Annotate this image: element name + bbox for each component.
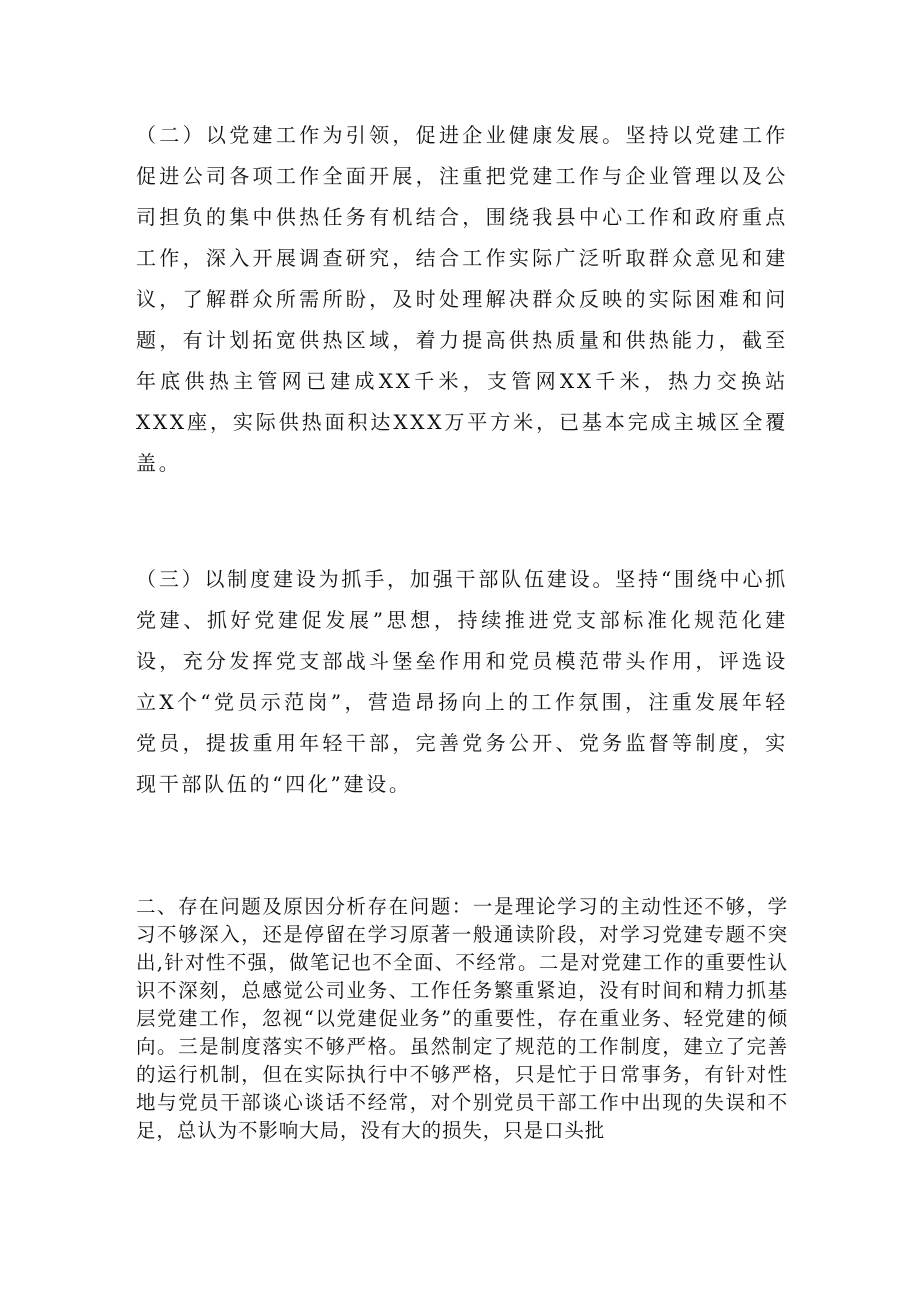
paragraph-party-building-leadership: （二）以党建工作为引领，促进企业健康发展。坚持以党建工作促进公司各项工作全面开展，注重把党建工作与企业管理以及公司担负的集中供热任务有机结合，围绕我县中心工作和政府重点工作，深入开展调查研究，结合工作实际广泛听取群众意见和建议，了解群众所需所盼，及时处理解决群众反映的实际困难和问题，有计划拓宽供热区域，着力提高供热质量和供热能力，截至年底供热主管网已建成XX千米，支管网XX千米，热力交换站XXX座，实际供热面积达XXX万平方米，已基本完成主城区全覆盖。 — [136, 123, 788, 475]
paragraph-system-construction: （三）以制度建设为抓手，加强干部队伍建设。坚持“围绕中心抓党建、抓好党建促发展”思想，持续推进党支部标准化规范化建设，充分发挥党支部战斗堡垒作用和党员模范带头作用，评选设立X个“党员示范岗”，营造昂扬向上的工作氛围，注重发展年轻党员，提拔重用年轻干部，完善党务公开、党务监督等制度，实现干部队伍的“四化”建设。 — [136, 567, 788, 796]
paragraph-problems-analysis: 二、存在问题及原因分析存在问题：一是理论学习的主动性还不够，学习不够深入，还是停留在学习原著一般通读阶段，对学习党建专题不突出,针对性不强，做笔记也不全面、不经常。二是对党建工作的重要性认识不深刻，总感觉公司业务、工作任务繁重紧迫，没有时间和精力抓基层党建工作，忽视“以党建促业务”的重要性，存在重业务、轻党建的倾向。三是制度落实不够严格。虽然制定了规范的工作制度，建立了完善的运行机制，但在实际执行中不够严格，只是忙于日常事务，有针对性地与党员干部谈心谈话不经常，对个别党员干部工作中出现的失误和不足，总认为不影响大局，没有大的损失，只是口头批 — [136, 895, 788, 1142]
